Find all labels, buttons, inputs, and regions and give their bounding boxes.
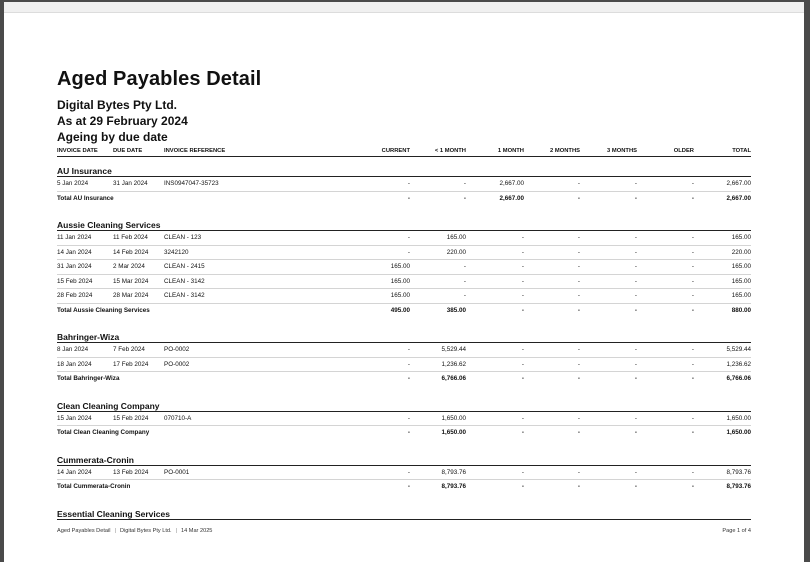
invoice-cell: -: [410, 289, 466, 304]
invoice-cell: -: [580, 260, 637, 275]
supplier-total-cell: -: [521, 306, 524, 314]
invoice-cell: -: [410, 260, 466, 275]
invoice-cell: -: [466, 289, 524, 304]
col-invoice-reference: INVOICE REFERENCE: [164, 145, 244, 157]
invoice-cell: 165.00: [694, 289, 751, 304]
supplier-total-cell: -: [577, 375, 580, 383]
column-header-row: [57, 145, 751, 157]
invoice-cell: 11 Feb 2024: [113, 231, 164, 246]
invoice-cell: PO-0001: [164, 465, 244, 480]
invoice-cell: -: [637, 177, 694, 192]
viewer-top-bar: [4, 2, 804, 13]
invoice-cell: -: [637, 260, 694, 275]
invoice-cell: -: [580, 274, 637, 289]
invoice-cell: -: [244, 357, 410, 372]
report-page: [4, 2, 804, 562]
invoice-cell: 070710-A: [164, 411, 244, 426]
supplier-total-cell: 495.00: [390, 306, 410, 314]
supplier-total-cell: -: [577, 483, 580, 491]
invoice-cell: 14 Feb 2024: [113, 245, 164, 260]
supplier-total-label: Total Aussie Cleaning Services: [57, 306, 150, 314]
supplier-total-cell: 385.00: [446, 306, 466, 314]
supplier-total-cell: 8,793.76: [726, 483, 751, 491]
supplier-total-label: Total Clean Cleaning Company: [57, 429, 150, 437]
invoice-cell: -: [466, 465, 524, 480]
supplier-total-cell: -: [577, 429, 580, 437]
invoice-cell: 28 Mar 2024: [113, 289, 164, 304]
invoice-cell: -: [580, 357, 637, 372]
invoice-cell: 220.00: [410, 245, 466, 260]
invoice-row: [57, 357, 751, 372]
invoice-cell: 18 Jan 2024: [57, 357, 113, 372]
invoice-row: [57, 177, 751, 192]
supplier-total-cell: 2,667.00: [499, 194, 524, 202]
footer-report-name: Aged Payables Detail: [57, 528, 111, 534]
supplier-total-cell: -: [634, 306, 637, 314]
invoice-cell: -: [637, 289, 694, 304]
invoice-cell: -: [524, 357, 580, 372]
invoice-cell: -: [466, 411, 524, 426]
supplier-name: AU Insurance: [57, 157, 751, 177]
invoice-cell: 5 Jan 2024: [57, 177, 113, 192]
invoice-cell: 7 Feb 2024: [113, 343, 164, 358]
supplier-total-cell: -: [407, 429, 410, 437]
invoice-cell: -: [466, 231, 524, 246]
invoice-row: [57, 289, 751, 304]
invoice-cell: 28 Feb 2024: [57, 289, 113, 304]
invoice-cell: 31 Jan 2024: [57, 260, 113, 275]
footer-separator: |: [114, 528, 116, 534]
invoice-cell: -: [580, 177, 637, 192]
invoice-cell: -: [637, 465, 694, 480]
invoice-cell: -: [244, 465, 410, 480]
invoice-cell: -: [524, 343, 580, 358]
invoice-cell: 31 Jan 2024: [113, 177, 164, 192]
col-less-than-1-month: < 1 MONTH: [410, 145, 466, 157]
invoice-cell: -: [466, 357, 524, 372]
invoice-cell: 11 Jan 2024: [57, 231, 113, 246]
invoice-cell: 1,650.00: [410, 411, 466, 426]
supplier-total-cell: -: [521, 483, 524, 491]
supplier-total-cell: -: [521, 375, 524, 383]
invoice-cell: -: [524, 245, 580, 260]
invoice-cell: 2,667.00: [694, 177, 751, 192]
invoice-cell: 165.00: [694, 274, 751, 289]
supplier-group-header: [57, 392, 751, 412]
invoice-cell: -: [244, 231, 410, 246]
invoice-cell: 15 Feb 2024: [57, 274, 113, 289]
invoice-row: [57, 245, 751, 260]
supplier-total-row: [57, 372, 751, 386]
invoice-cell: -: [637, 343, 694, 358]
supplier-total-row: [57, 426, 751, 440]
invoice-cell: 8,793.76: [694, 465, 751, 480]
invoice-cell: PO-0002: [164, 343, 244, 358]
supplier-total-cell: -: [691, 375, 694, 383]
invoice-row: [57, 465, 751, 480]
col-3-months: 3 MONTHS: [580, 145, 637, 157]
col-1-month: 1 MONTH: [466, 145, 524, 157]
supplier-total-cell: -: [521, 429, 524, 437]
invoice-cell: 8 Jan 2024: [57, 343, 113, 358]
invoice-cell: 15 Jan 2024: [57, 411, 113, 426]
invoice-cell: 1,236.62: [694, 357, 751, 372]
invoice-cell: 8,793.76: [410, 465, 466, 480]
supplier-total-cell: -: [577, 306, 580, 314]
supplier-total-cell: -: [634, 483, 637, 491]
invoice-cell: CLEAN - 3142: [164, 289, 244, 304]
supplier-total-cell: -: [691, 306, 694, 314]
invoice-cell: 1,650.00: [694, 411, 751, 426]
invoice-cell: -: [524, 289, 580, 304]
invoice-cell: 165.00: [410, 231, 466, 246]
report-title: Aged Payables Detail: [57, 68, 262, 90]
supplier-total-cell: -: [691, 194, 694, 202]
invoice-cell: -: [580, 411, 637, 426]
company-name: Digital Bytes Pty Ltd.: [57, 98, 178, 112]
invoice-cell: CLEAN - 2415: [164, 260, 244, 275]
ageing-basis: Ageing by due date: [57, 130, 168, 144]
report-content: [57, 66, 751, 520]
col-invoice-date: INVOICE DATE: [57, 145, 113, 157]
invoice-cell: -: [466, 274, 524, 289]
invoice-cell: 220.00: [694, 245, 751, 260]
invoice-cell: 165.00: [244, 260, 410, 275]
invoice-cell: CLEAN - 123: [164, 231, 244, 246]
supplier-name: Clean Cleaning Company: [57, 392, 751, 412]
supplier-total-label: Total AU Insurance: [57, 194, 114, 202]
invoice-cell: -: [524, 274, 580, 289]
as-at-date: As at 29 February 2024: [57, 114, 188, 128]
supplier-total-cell: -: [577, 194, 580, 202]
invoice-cell: 13 Feb 2024: [113, 465, 164, 480]
invoice-cell: -: [244, 245, 410, 260]
invoice-cell: -: [466, 260, 524, 275]
invoice-row: [57, 260, 751, 275]
supplier-total-cell: -: [463, 194, 466, 202]
aged-payables-table: [57, 145, 751, 520]
supplier-total-row: [57, 480, 751, 494]
invoice-cell: -: [524, 260, 580, 275]
supplier-name: Aussie Cleaning Services: [57, 211, 751, 231]
supplier-total-cell: -: [634, 194, 637, 202]
supplier-group-header: [57, 446, 751, 466]
invoice-cell: -: [524, 177, 580, 192]
supplier-total-cell: -: [691, 483, 694, 491]
footer-date: 14 Mar 2025: [181, 528, 213, 534]
invoice-cell: -: [466, 343, 524, 358]
supplier-group-header: [57, 157, 751, 177]
invoice-cell: -: [637, 245, 694, 260]
invoice-cell: 165.00: [694, 231, 751, 246]
invoice-row: [57, 411, 751, 426]
invoice-cell: -: [637, 411, 694, 426]
supplier-total-label: Total Bahringer-Wiza: [57, 375, 120, 383]
invoice-cell: -: [524, 411, 580, 426]
col-older: OLDER: [637, 145, 694, 157]
invoice-cell: 2,667.00: [466, 177, 524, 192]
invoice-cell: PO-0002: [164, 357, 244, 372]
supplier-total-cell: -: [407, 375, 410, 383]
invoice-cell: 5,529.44: [694, 343, 751, 358]
supplier-total-cell: -: [634, 375, 637, 383]
invoice-cell: 165.00: [244, 274, 410, 289]
footer-company: Digital Bytes Pty Ltd.: [119, 528, 172, 534]
supplier-group-header: [57, 500, 751, 520]
col-due-date: DUE DATE: [113, 145, 164, 157]
invoice-row: [57, 274, 751, 289]
supplier-total-cell: -: [407, 483, 410, 491]
supplier-total-cell: 1,650.00: [441, 429, 466, 437]
invoice-cell: 15 Mar 2024: [113, 274, 164, 289]
invoice-cell: -: [580, 245, 637, 260]
col-current: CURRENT: [244, 145, 410, 157]
supplier-name: Cummerata-Cronin: [57, 446, 751, 466]
invoice-cell: 3242120: [164, 245, 244, 260]
invoice-cell: -: [637, 357, 694, 372]
invoice-cell: -: [580, 465, 637, 480]
invoice-cell: -: [580, 289, 637, 304]
invoice-cell: 5,529.44: [410, 343, 466, 358]
invoice-cell: 14 Jan 2024: [57, 245, 113, 260]
supplier-total-cell: 6,766.06: [726, 375, 751, 383]
supplier-total-cell: 880.00: [731, 306, 751, 314]
invoice-cell: 15 Feb 2024: [113, 411, 164, 426]
invoice-cell: -: [580, 343, 637, 358]
supplier-total-cell: 8,793.76: [441, 483, 466, 491]
supplier-total-cell: -: [634, 429, 637, 437]
invoice-cell: -: [580, 231, 637, 246]
invoice-cell: 17 Feb 2024: [113, 357, 164, 372]
supplier-group-header: [57, 323, 751, 343]
supplier-name: Essential Cleaning Services: [57, 500, 751, 520]
invoice-cell: 165.00: [694, 260, 751, 275]
footer-separator: |: [175, 528, 178, 534]
invoice-row: [57, 231, 751, 246]
supplier-group-header: [57, 211, 751, 231]
invoice-cell: -: [637, 231, 694, 246]
invoice-cell: 165.00: [244, 289, 410, 304]
invoice-cell: -: [466, 245, 524, 260]
invoice-cell: -: [524, 231, 580, 246]
invoice-cell: -: [410, 274, 466, 289]
supplier-total-row: [57, 191, 751, 205]
supplier-total-cell: 6,766.06: [441, 375, 466, 383]
invoice-cell: 1,236.62: [410, 357, 466, 372]
invoice-cell: 14 Jan 2024: [57, 465, 113, 480]
supplier-name: Bahringer-Wiza: [57, 323, 751, 343]
col-2-months: 2 MONTHS: [524, 145, 580, 157]
invoice-cell: -: [244, 343, 410, 358]
footer-page-number: Page 1 of 4: [722, 528, 751, 534]
supplier-total-cell: 2,667.00: [726, 194, 751, 202]
supplier-total-cell: -: [691, 429, 694, 437]
page-footer: [57, 528, 751, 534]
invoice-cell: -: [244, 411, 410, 426]
supplier-total-row: [57, 303, 751, 317]
invoice-cell: -: [524, 465, 580, 480]
supplier-total-label: Total Cummerata-Cronin: [57, 483, 131, 491]
invoice-cell: -: [410, 177, 466, 192]
invoice-cell: -: [637, 274, 694, 289]
invoice-cell: -: [244, 177, 410, 192]
invoice-row: [57, 343, 751, 358]
col-total: TOTAL: [694, 145, 751, 157]
supplier-total-cell: 1,650.00: [726, 429, 751, 437]
supplier-total-cell: -: [407, 194, 410, 202]
invoice-cell: CLEAN - 3142: [164, 274, 244, 289]
invoice-cell: INS0947047-35723: [164, 177, 244, 192]
invoice-cell: 2 Mar 2024: [113, 260, 164, 275]
